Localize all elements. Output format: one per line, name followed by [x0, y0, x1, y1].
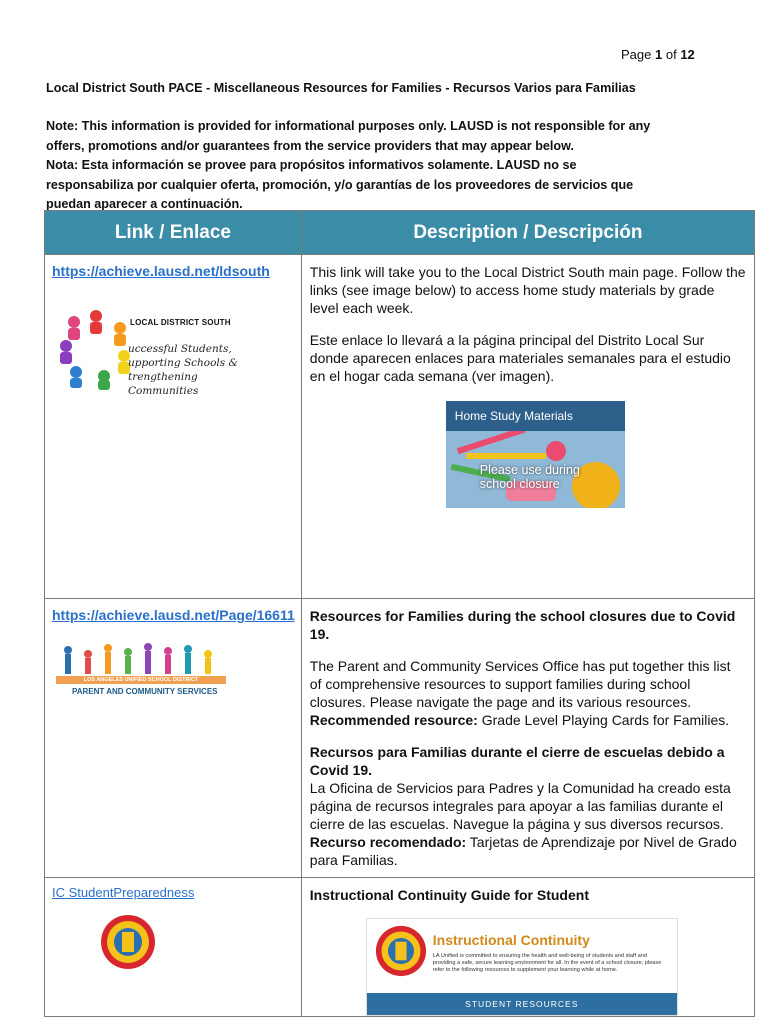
- parent-community-link[interactable]: https://achieve.lausd.net/Page/16611: [52, 607, 295, 623]
- heading-es: Recursos para Familias durante el cierre de escuelas debido a Covid 19.: [309, 744, 725, 778]
- lausd-seal-icon: [375, 925, 427, 977]
- page-number: Page 1 of 12: [621, 47, 695, 62]
- description-cell: [301, 599, 754, 878]
- note-line: responsabiliza por cualquier oferta, promoción, y/o garantías de los proveedores de servicios que: [46, 177, 634, 192]
- description-cell: [301, 878, 754, 1017]
- image-caption: Please use during school closure: [479, 463, 580, 491]
- resources-table: [44, 210, 755, 1017]
- ic-student-preparedness-link[interactable]: IC StudentPreparedness: [52, 885, 195, 900]
- banner-text: LA Unified is committed to ensuring the health and well-being of students and staff and providing a safe, secure learning environment for all. In the event of a school closure, please refer to the following resources to supplement your learning while at home.: [432, 953, 662, 973]
- image-title: Home Study Materials: [446, 401, 625, 431]
- logo-subtitle: PARENT AND COMMUNITY SERVICES: [72, 687, 218, 696]
- column-header-link: Link / Enlace: [45, 211, 302, 255]
- disclaimer-note: [46, 117, 736, 215]
- note-line: Note: This information is provided for informational purposes only. LAUSD is not responsible for any: [46, 119, 651, 133]
- logo-band: LOS ANGELES UNIFIED SCHOOL DISTRICT: [56, 676, 226, 684]
- note-line: puedan aparecer a continuación.: [46, 197, 243, 211]
- local-district-south-logo: [52, 304, 247, 396]
- note-line: Nota: Esta información se provee para propósitos informativos solamente. LAUSD no se: [46, 158, 577, 172]
- note-line: offers, promotions and/or guarantees from the service providers that may appear below.: [46, 138, 574, 153]
- home-study-materials-image: [446, 401, 625, 508]
- heading-en: Resources for Families during the school closures due to Covid 19.: [309, 608, 736, 642]
- table-header-row: [45, 211, 755, 255]
- people-ring-icon: [56, 306, 136, 390]
- link-cell: [45, 255, 302, 599]
- link-cell: [45, 878, 302, 1017]
- body-es: La Oficina de Servicios para Padres y la Comunidad ha creado esta página de recursos integrales para apoyar a las familias durante el cierre de las escuelas. Navegue la página y sus diversos recursos. Recurso recomendado: Tarjetas de Aprendizaje por Nivel de Grado para Familias.: [309, 780, 737, 868]
- logo-tagline: uccessful Students, upporting Schools & trengthening Communities: [128, 343, 238, 397]
- link-cell: [45, 599, 302, 878]
- family-silhouettes-icon: [56, 642, 226, 676]
- ic-heading: Instructional Continuity Guide for Student: [309, 887, 589, 903]
- table-row: [45, 878, 755, 1017]
- column-header-description: Description / Descripción: [301, 211, 754, 255]
- instructional-continuity-banner: [366, 918, 678, 1016]
- document-title: Local District South PACE - Miscellaneous Resources for Families - Recursos Varios para Familias: [46, 81, 636, 95]
- description-en: This link will take you to the Local District South main page. Follow the links (see image below) to access home study materials by grade level each week.: [309, 264, 746, 316]
- description-es: Este enlace lo llevará a la página principal del Distrito Local Sur donde aparecen enlaces para materiales semanales para el estudio en el hogar cada semana (ver imagen).: [309, 332, 731, 384]
- lausd-seal-icon: [100, 914, 156, 970]
- table-row: [45, 599, 755, 878]
- parent-community-services-logo: [52, 642, 230, 702]
- banner-title: Instructional Continuity: [432, 932, 590, 948]
- logo-name: LOCAL DISTRICT SOUTH: [130, 318, 231, 327]
- table-row: [45, 255, 755, 599]
- body-en: The Parent and Community Services Office has put together this list of comprehensive resources to support families during school closures. Please navigate the page and its various resources. Recommended resource: Grade Level Playing Cards for Families.: [309, 658, 731, 728]
- banner-footer: STUDENT RESOURCES: [367, 993, 677, 1015]
- description-cell: [301, 255, 754, 599]
- ldsouth-link[interactable]: https://achieve.lausd.net/ldsouth: [52, 263, 270, 279]
